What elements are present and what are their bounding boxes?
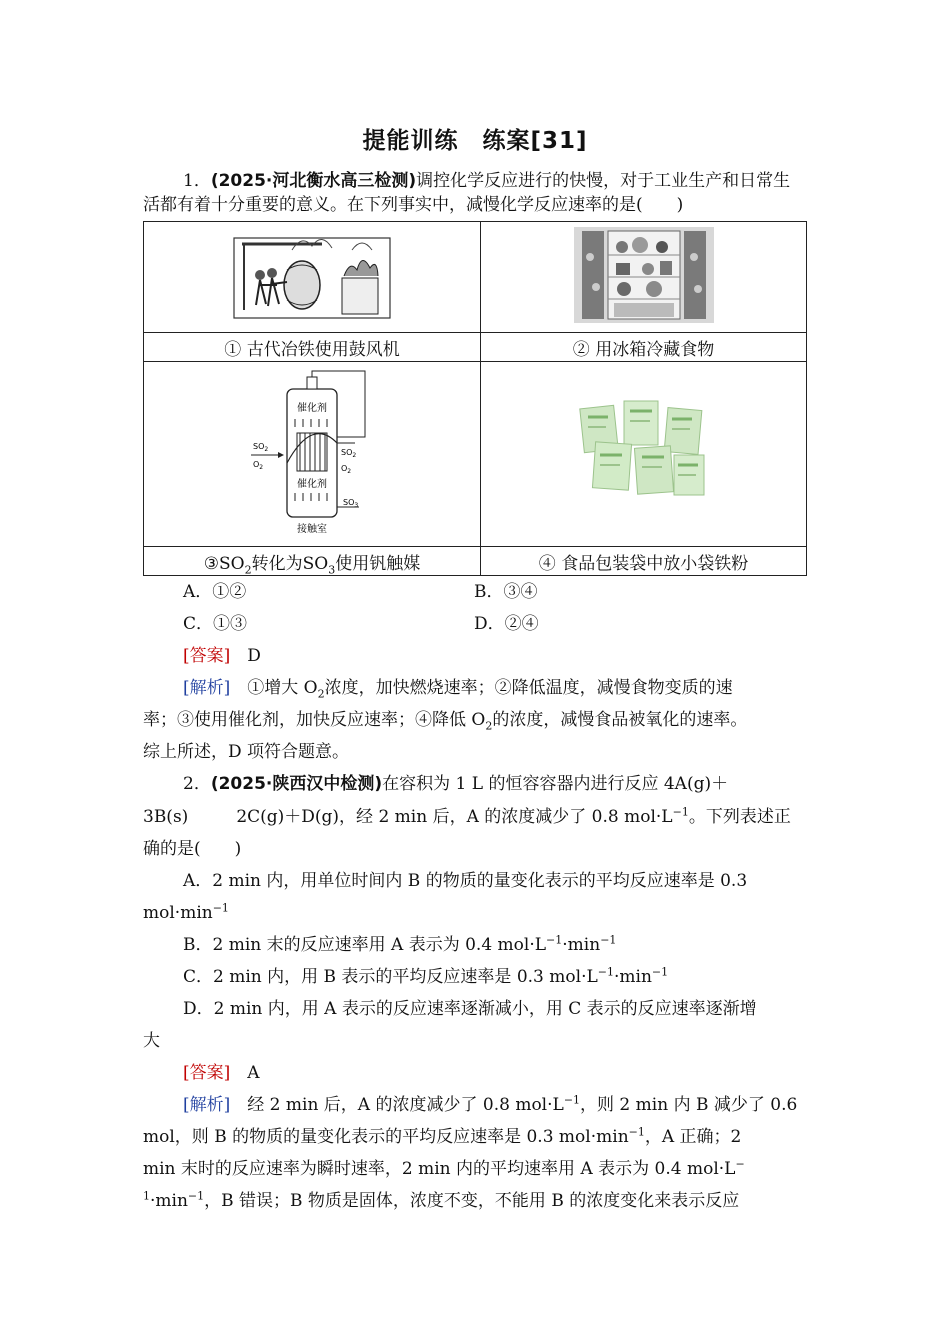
q2-answer-value: A — [247, 1063, 260, 1083]
q2-optC-sup1: −1 — [597, 965, 614, 979]
svg-text:SO2 — [253, 442, 268, 453]
q2-optC-mid: ·min — [613, 967, 652, 987]
q2-an-l4a: ·min — [150, 1191, 188, 1211]
q2-stem-sup: −1 — [672, 805, 689, 819]
q1-an-l2sub: 2 — [485, 719, 493, 733]
q2-optA-unit: mol·min — [143, 903, 213, 923]
q2-option-d-line1: D．2 min 内，用 A 表示的反应速率逐渐减小，用 C 表示的反应速率逐渐增 — [183, 999, 757, 1019]
cell-contact-chamber-image — [144, 362, 481, 547]
q2-an-l4sup: 1 — [143, 1189, 150, 1203]
q2-stem-text2: 2C(g)＋D(g)，经 2 min 后，A 的浓度减少了 0.8 mol·L — [236, 807, 673, 827]
cell-caption-1: ① 古代冶铁使用鼓风机 — [144, 333, 481, 362]
q2-stem-line3: 确的是( ) — [143, 839, 242, 859]
q2-optB-text: B．2 min 末的反应速率用 A 表示为 0.4 mol·L — [183, 935, 547, 955]
q2-an-l1a: 经 2 min 后，A 的浓度减少了 0.8 mol·L — [247, 1095, 564, 1115]
q2-answer — [183, 1062, 260, 1084]
q2-option-c — [183, 966, 668, 988]
cell-caption-4: ④ 食品包装袋中放小袋铁粉 — [481, 547, 807, 576]
q1-option-a: A．①② — [183, 582, 247, 602]
q1-stem-line1 — [183, 170, 790, 192]
cap3-sub1: 2 — [244, 562, 252, 576]
q1-analysis-line1 — [183, 677, 806, 699]
bellows-illustration-icon — [232, 230, 392, 320]
diagram-catalyst-top: 催化剂 — [297, 403, 327, 414]
cap3-post: 使用钒触媒 — [335, 553, 421, 574]
q2-optB-mid: ·min — [562, 935, 601, 955]
cell-caption-2: ② 用冰箱冷藏食物 — [481, 333, 807, 362]
diagram-out-o: O — [341, 464, 348, 473]
svg-text:SO2 — [341, 448, 356, 459]
q2-optB-sup2: −1 — [600, 933, 617, 947]
q2-stem-line1 — [183, 773, 728, 795]
q2-stem-text1: 在容积为 1 L 的恒容容器内进行反应 4A(g)＋ — [382, 774, 729, 794]
q2-an-l3: min 末时的反应速率为瞬时速率，2 min 内的平均速率用 A 表示为 0.4 mol·L — [143, 1159, 736, 1179]
q2-an-l4sup2: −1 — [187, 1189, 205, 1203]
q2-answer-label: [答案] — [183, 1063, 231, 1083]
diagram-in-o-sub: 2 — [259, 464, 264, 471]
q2-number: 2． — [183, 774, 211, 794]
diagram-product-sub: 3 — [354, 502, 359, 509]
q2-option-a-line2 — [143, 902, 229, 924]
q1-an-l1b: 浓度，加快燃烧速率；②降低温度，减慢食物变质的速 — [324, 678, 733, 698]
q2-analysis-line2 — [143, 1126, 741, 1148]
q1-number: 1． — [183, 171, 211, 191]
q1-answer-label: [答案] — [183, 646, 231, 666]
q2-optA-sup: −1 — [212, 901, 229, 915]
q2-option-b — [183, 934, 616, 956]
q2-an-l2b: ，A 正确；2 — [644, 1127, 742, 1147]
q2-an-l1sup: −1 — [563, 1093, 581, 1107]
q2-option-a-line1: A．2 min 内，用单位时间内 B 的物质的量变化表示的平均反应速率是 0.3 — [183, 871, 748, 891]
q2-analysis-line4 — [143, 1190, 739, 1212]
cap3-pre: ③SO — [203, 553, 245, 574]
diagram-out-o-sub: 2 — [347, 468, 352, 475]
cell-iron-packets-image — [481, 362, 807, 547]
q1-option-d: D．②④ — [474, 614, 539, 634]
page-title: 提能训练 练案[31] — [362, 128, 588, 154]
q2-analysis-line3 — [143, 1158, 745, 1180]
q2-analysis-line1 — [183, 1094, 797, 1116]
q1-answer — [183, 645, 261, 667]
q1-stem-line2: 活都有着十分重要的意义。在下列事实中，减慢化学反应速率的是( ) — [143, 195, 684, 215]
diagram-out-so-sub: 2 — [352, 452, 357, 459]
iron-powder-packets-photo-icon — [574, 397, 714, 507]
q1-stem-text1: 调控化学反应进行的快慢，对于工业生产和日常生 — [416, 171, 791, 191]
q2-stem-text2c: 。下列表述正 — [688, 807, 791, 827]
q1-an-l1a: ①增大 O — [247, 678, 318, 698]
diagram-chamber-label: 接触室 — [297, 524, 327, 535]
q1-source: (2025·河北衡水高三检测) — [210, 171, 417, 191]
q1-an-l2b: 的浓度，减慢食品被氧化的速率。 — [492, 710, 748, 730]
diagram-in-so: SO — [253, 442, 265, 451]
cap3-mid: 转化为SO — [251, 553, 329, 574]
q2-an-l1b: ，则 2 min 内 B 减少了 0.6 — [580, 1095, 798, 1115]
cell-refrigerator-image — [481, 222, 807, 333]
q2-an-l4b: ，B 错误；B 物质是固体，浓度不变，不能用 B 的浓度变化来表示反应 — [204, 1191, 740, 1211]
q2-an-l2sup: −1 — [628, 1125, 645, 1139]
q1-option-c: C．①③ — [183, 614, 248, 634]
contact-chamber-diagram-icon — [247, 367, 377, 537]
q2-optC-sup2: −1 — [651, 965, 669, 979]
q2-stem-3b: 3B(s) — [143, 807, 189, 827]
q1-an-l2a: 率；③使用催化剂，加快反应速率；④降低 O — [143, 710, 486, 730]
q1-an-l1sub: 2 — [317, 687, 325, 701]
q2-stem-line2 — [143, 806, 791, 828]
q2-option-d-line2: 大 — [143, 1031, 160, 1051]
cell-bellows-image — [144, 222, 481, 333]
refrigerator-photo-icon — [574, 227, 714, 323]
diagram-product: SO — [343, 498, 355, 507]
diagram-in-so-sub: 2 — [264, 446, 269, 453]
q2-an-l3sup: − — [735, 1157, 745, 1171]
q2-source: (2025·陕西汉中检测) — [210, 774, 383, 794]
q1-analysis-line2 — [143, 709, 747, 731]
q2-an-l2a: mol，则 B 的物质的量变化表示的平均反应速率是 0.3 mol·min — [143, 1127, 629, 1147]
svg-text:O2 — [341, 464, 351, 475]
diagram-in-o: O — [253, 460, 260, 469]
cell-caption-3 — [144, 547, 481, 576]
q1-option-b: B．③④ — [474, 582, 538, 602]
svg-text:O2 — [253, 460, 263, 471]
q1-fact-table — [143, 221, 807, 576]
q2-optC-text: C．2 min 内，用 B 表示的平均反应速率是 0.3 mol·L — [183, 967, 598, 987]
cap3-sub2: 3 — [328, 562, 336, 576]
q1-analysis-line3: 综上所述，D 项符合题意。 — [143, 742, 350, 762]
q2-analysis-label: [解析] — [183, 1095, 231, 1115]
diagram-catalyst-bottom: 催化剂 — [297, 479, 327, 490]
diagram-out-so: SO — [341, 448, 353, 457]
q2-optB-sup1: −1 — [546, 933, 563, 947]
q1-answer-value: D — [247, 646, 261, 666]
q1-analysis-label: [解析] — [183, 678, 231, 698]
